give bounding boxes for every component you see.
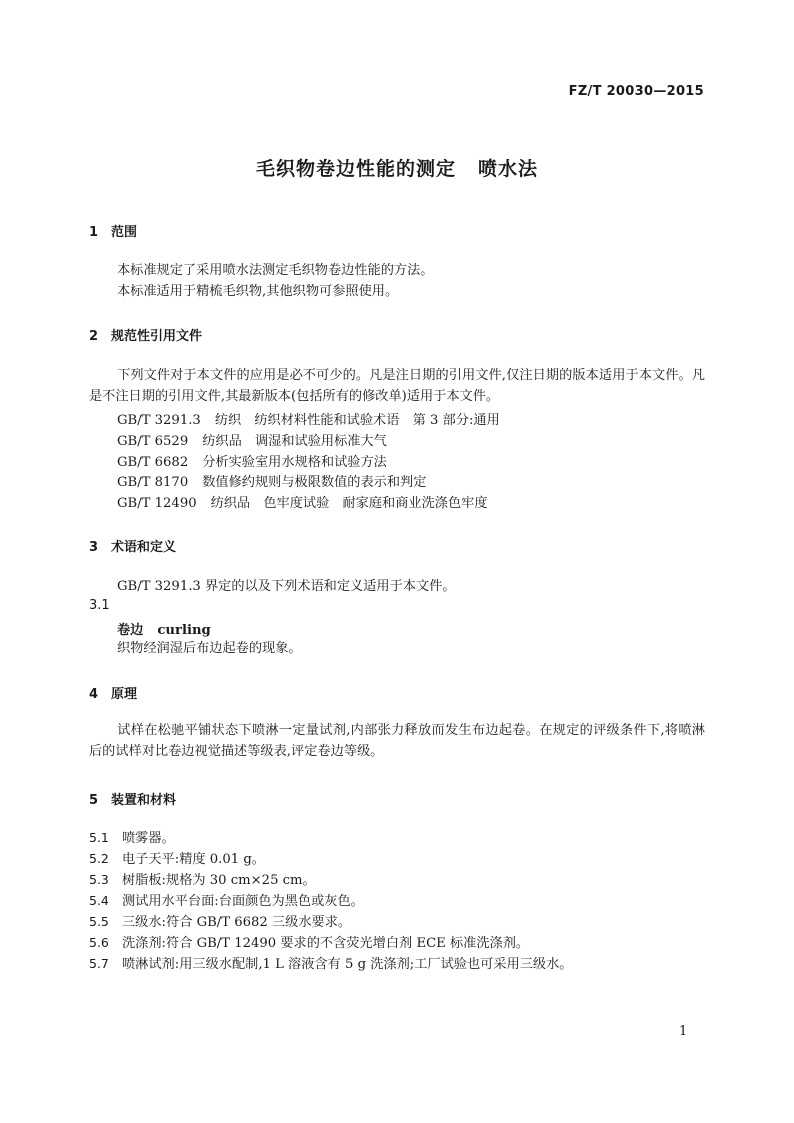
subsection-3-1-number: 3.1 [89,598,110,613]
standard-number: FZ/T 20030—2015 [568,84,704,99]
section-3-heading: 3 术语和定义 [89,540,177,555]
section-4-heading: 4 原理 [89,687,138,702]
section-2-heading: 2 规范性引用文件 [89,329,203,344]
section-2-intro: 下列文件对于本文件的应用是必不可少的。凡是注日期的引用文件,仅注日期的版本适用于本文件。凡是不注日期的引用文件,其最新版本(包括所有的修改单)适用于本文件。 [89,368,705,404]
list-item: 5.2 电子天平:精度 0.01 g。 [89,851,265,867]
reference-item: GB/T 3291.3 纺织 纺织材料性能和试验术语 第 3 部分:通用 [117,413,500,428]
reference-item: GB/T 8170 数值修约规则与极限数值的表示和判定 [117,475,427,490]
page-title [0,154,794,181]
title-main: 毛织物卷边性能的测定 [255,158,456,180]
reference-item: GB/T 6682 分析实验室用水规格和试验方法 [117,455,387,470]
list-item: 5.3 树脂板:规格为 30 cm×25 cm。 [89,872,316,888]
section-1-heading: 1 范围 [89,225,138,240]
section-3-intro: GB/T 3291.3 界定的以及下列术语和定义适用于本文件。 [117,579,456,594]
list-item: 5.7 喷淋试剂:用三级水配制,1 L 溶液含有 5 g 洗涤剂;工厂试验也可采用三级水。 [89,956,573,972]
section-1-para-2: 本标准适用于精梳毛织物,其他织物可参照使用。 [117,284,399,299]
list-item: 5.6 洗涤剂:符合 GB/T 12490 要求的不含荧光增白剂 ECE 标准洗涤剂。 [89,935,530,951]
term-definition: 织物经润湿后布边起卷的现象。 [117,641,302,656]
list-item: 5.5 三级水:符合 GB/T 6682 三级水要求。 [89,914,352,930]
list-item: 5.1 喷雾器。 [89,830,175,846]
section-4-text: 试样在松驰平铺状态下喷淋一定量试剂,内部张力释放而发生布边起卷。在规定的评级条件下,将喷淋后的试样对比卷边视觉描述等级表,评定卷边等级。 [89,723,705,759]
title-sub: 喷水法 [478,158,539,180]
section-5-heading: 5 装置和材料 [89,793,177,808]
reference-item: GB/T 6529 纺织品 调湿和试验用标准大气 [117,434,387,449]
term-curling: 卷边 curling [117,623,211,638]
list-item: 5.4 测试用水平台面:台面颜色为黑色或灰色。 [89,893,364,909]
page-number: 1 [679,1024,688,1039]
section-1-para-1: 本标准规定了采用喷水法测定毛织物卷边性能的方法。 [117,263,434,278]
reference-item: GB/T 12490 纺织品 色牢度试验 耐家庭和商业洗涤色牢度 [117,496,488,511]
